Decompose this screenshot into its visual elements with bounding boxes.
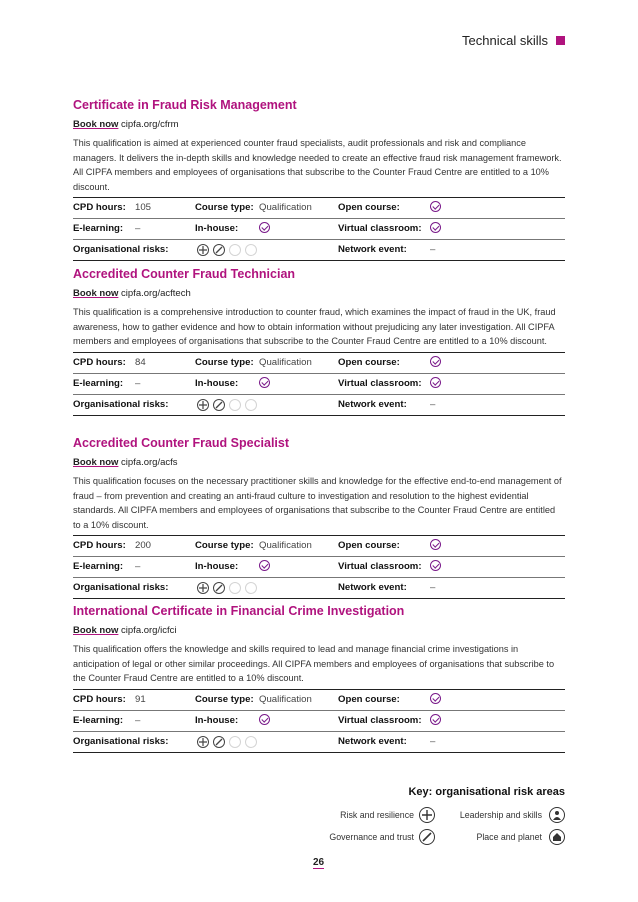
course-type-value: Qualification (259, 202, 312, 213)
in-house-label: In-house: (195, 561, 239, 572)
course-description: This qualification offers the knowledge and skills required to lead and manage financial crime investigations in anticipation of legal or other similar proceedings. All CIPFA members and employees of organisations that subscribe to the Counter Fraud Centre are entitled to a 10% discount. (73, 644, 555, 683)
cpd-hours-value: 84 (135, 356, 146, 368)
cpd-hours-label: CPD hours: (73, 202, 126, 213)
details-row (73, 219, 565, 240)
book-line (73, 624, 565, 637)
network-event-value: – (430, 244, 436, 255)
book-line (73, 118, 565, 131)
course-details-table (73, 535, 565, 599)
course-url[interactable]: cipfa.org/acfs (121, 457, 178, 468)
course-type-value: Qualification (259, 540, 312, 551)
details-row (73, 711, 565, 732)
place-planet-icon (549, 829, 565, 845)
book-now-link[interactable]: Book now (73, 625, 119, 636)
section-marker-icon (556, 36, 565, 45)
section-header (462, 33, 565, 48)
virtual-classroom-label: Virtual classroom: (338, 561, 422, 572)
details-row (73, 240, 565, 261)
risk-resilience-icon (197, 399, 209, 411)
course-block (73, 435, 565, 599)
risk-resilience-icon (197, 582, 209, 594)
key-governance-label: Governance and trust (329, 832, 414, 842)
network-event-label: Network event: (338, 244, 407, 255)
details-row (73, 690, 565, 711)
open-course-label: Open course: (338, 356, 400, 368)
in-house-label: In-house: (195, 377, 239, 389)
check-circle-icon (430, 560, 441, 571)
check-circle-icon (259, 222, 270, 233)
virtual-classroom-label: Virtual classroom: (338, 714, 422, 726)
open-course-label: Open course: (338, 202, 400, 213)
course-url[interactable]: cipfa.org/acftech (121, 288, 191, 299)
book-line (73, 287, 565, 300)
elearning-value: – (135, 561, 141, 572)
org-risks-label: Organisational risks: (73, 735, 169, 747)
leadership-skills-icon (229, 582, 241, 594)
course-type-label: Course type: (195, 693, 254, 705)
org-risks-label: Organisational risks: (73, 582, 169, 593)
course-details-table (73, 352, 565, 416)
course-block (73, 97, 565, 261)
network-event-value: – (430, 582, 436, 593)
elearning-value: – (135, 377, 141, 389)
cpd-hours-label: CPD hours: (73, 540, 126, 551)
elearning-value: – (135, 714, 141, 726)
governance-trust-icon (213, 399, 225, 411)
details-row (73, 395, 565, 416)
leadership-skills-icon (229, 244, 241, 256)
check-circle-icon (430, 222, 441, 233)
in-house-label: In-house: (195, 223, 239, 234)
place-planet-icon (245, 244, 257, 256)
course-details-table (73, 689, 565, 753)
cpd-hours-label: CPD hours: (73, 693, 126, 705)
elearning-label: E-learning: (73, 223, 124, 234)
course-description: This qualification is aimed at experienced counter fraud specialists, audit professionals and risk and compliance managers. It delivers the in-depth skills and knowledge needed to create an effective fraud risk management framework. All CIPFA members and employees of organisations that subscribe to the Counter Fraud Centre are entitled to a 10% discount. (73, 138, 562, 192)
leadership-skills-icon (229, 736, 241, 748)
course-type-label: Course type: (195, 356, 254, 368)
details-row (73, 557, 565, 578)
network-event-value: – (430, 735, 436, 747)
network-event-value: – (430, 398, 436, 410)
check-circle-icon (259, 377, 270, 388)
governance-trust-icon (213, 582, 225, 594)
details-row (73, 536, 565, 557)
elearning-value: – (135, 223, 141, 234)
details-row (73, 374, 565, 395)
course-description: This qualification focuses on the necessary practitioner skills and knowledge for the effective end-to-end management of fraud – from prevention and creating an anti-fraud culture to investigation and resolution to the highest evidential standards. All CIPFA members and employees of organisations that subscribe to the Counter Fraud Centre are entitled to a 10% discount. (73, 476, 562, 530)
governance-trust-icon (419, 829, 435, 845)
cpd-hours-label: CPD hours: (73, 356, 126, 368)
details-row (73, 732, 565, 753)
open-course-label: Open course: (338, 540, 400, 551)
course-type-value: Qualification (259, 693, 312, 705)
course-url[interactable]: cipfa.org/icfci (121, 625, 177, 636)
network-event-label: Network event: (338, 398, 407, 410)
check-circle-icon (430, 714, 441, 725)
risk-resilience-icon (197, 244, 209, 256)
course-title: International Certificate in Financial Crime Investigation (73, 604, 405, 618)
cpd-hours-value: 105 (135, 202, 152, 213)
check-circle-icon (430, 201, 441, 212)
details-row (73, 578, 565, 599)
open-course-label: Open course: (338, 693, 400, 705)
key-risk-label: Risk and resilience (340, 810, 414, 820)
page-number: 26 (313, 857, 325, 868)
course-title: Accredited Counter Fraud Technician (73, 267, 296, 281)
check-circle-icon (430, 539, 441, 550)
course-details-table (73, 197, 565, 261)
org-risks-label: Organisational risks: (73, 398, 169, 410)
elearning-label: E-learning: (73, 561, 124, 572)
key-title: Key: organisational risk areas (408, 786, 565, 798)
check-circle-icon (259, 714, 270, 725)
place-planet-icon (245, 399, 257, 411)
leadership-skills-icon (229, 399, 241, 411)
course-type-value: Qualification (259, 356, 312, 368)
cpd-hours-value: 200 (135, 540, 152, 551)
network-event-label: Network event: (338, 582, 407, 593)
check-circle-icon (430, 356, 441, 367)
check-circle-icon (430, 693, 441, 704)
place-planet-icon (245, 736, 257, 748)
risk-resilience-icon (197, 736, 209, 748)
course-type-label: Course type: (195, 540, 254, 551)
course-type-label: Course type: (195, 202, 254, 213)
virtual-classroom-label: Virtual classroom: (338, 377, 422, 389)
book-now-link[interactable]: Book now (73, 119, 119, 130)
place-planet-icon (245, 582, 257, 594)
course-block (73, 266, 565, 416)
cpd-hours-value: 91 (135, 693, 146, 705)
elearning-label: E-learning: (73, 377, 124, 389)
org-risks-label: Organisational risks: (73, 244, 169, 255)
course-url[interactable]: cipfa.org/cfrm (121, 119, 179, 130)
course-description: This qualification is a comprehensive introduction to counter fraud, which examines the impact of fraud in the UK, fraud awareness, how to gather evidence and how to obtain information without prejudicing any later investigation. All CIPFA members and employees of organisations that subscribe to the Counter Fraud Centre are entitled to a 10% discount. (73, 307, 556, 346)
check-circle-icon (430, 377, 441, 388)
key-leadership-label: Leadership and skills (459, 810, 542, 820)
elearning-label: E-learning: (73, 714, 124, 726)
governance-trust-icon (213, 736, 225, 748)
book-now-link[interactable]: Book now (73, 457, 119, 468)
governance-trust-icon (213, 244, 225, 256)
key-planet-label: Place and planet (476, 832, 542, 842)
section-title: Technical skills (462, 33, 548, 48)
book-now-link[interactable]: Book now (73, 288, 119, 299)
check-circle-icon (259, 560, 270, 571)
course-title: Accredited Counter Fraud Specialist (73, 436, 290, 450)
course-block (73, 603, 565, 753)
in-house-label: In-house: (195, 714, 239, 726)
details-row (73, 353, 565, 374)
virtual-classroom-label: Virtual classroom: (338, 223, 422, 234)
book-line (73, 456, 565, 469)
risk-resilience-icon (419, 807, 435, 823)
course-title: Certificate in Fraud Risk Management (73, 98, 297, 112)
network-event-label: Network event: (338, 735, 407, 747)
details-row (73, 198, 565, 219)
leadership-skills-icon (549, 807, 565, 823)
